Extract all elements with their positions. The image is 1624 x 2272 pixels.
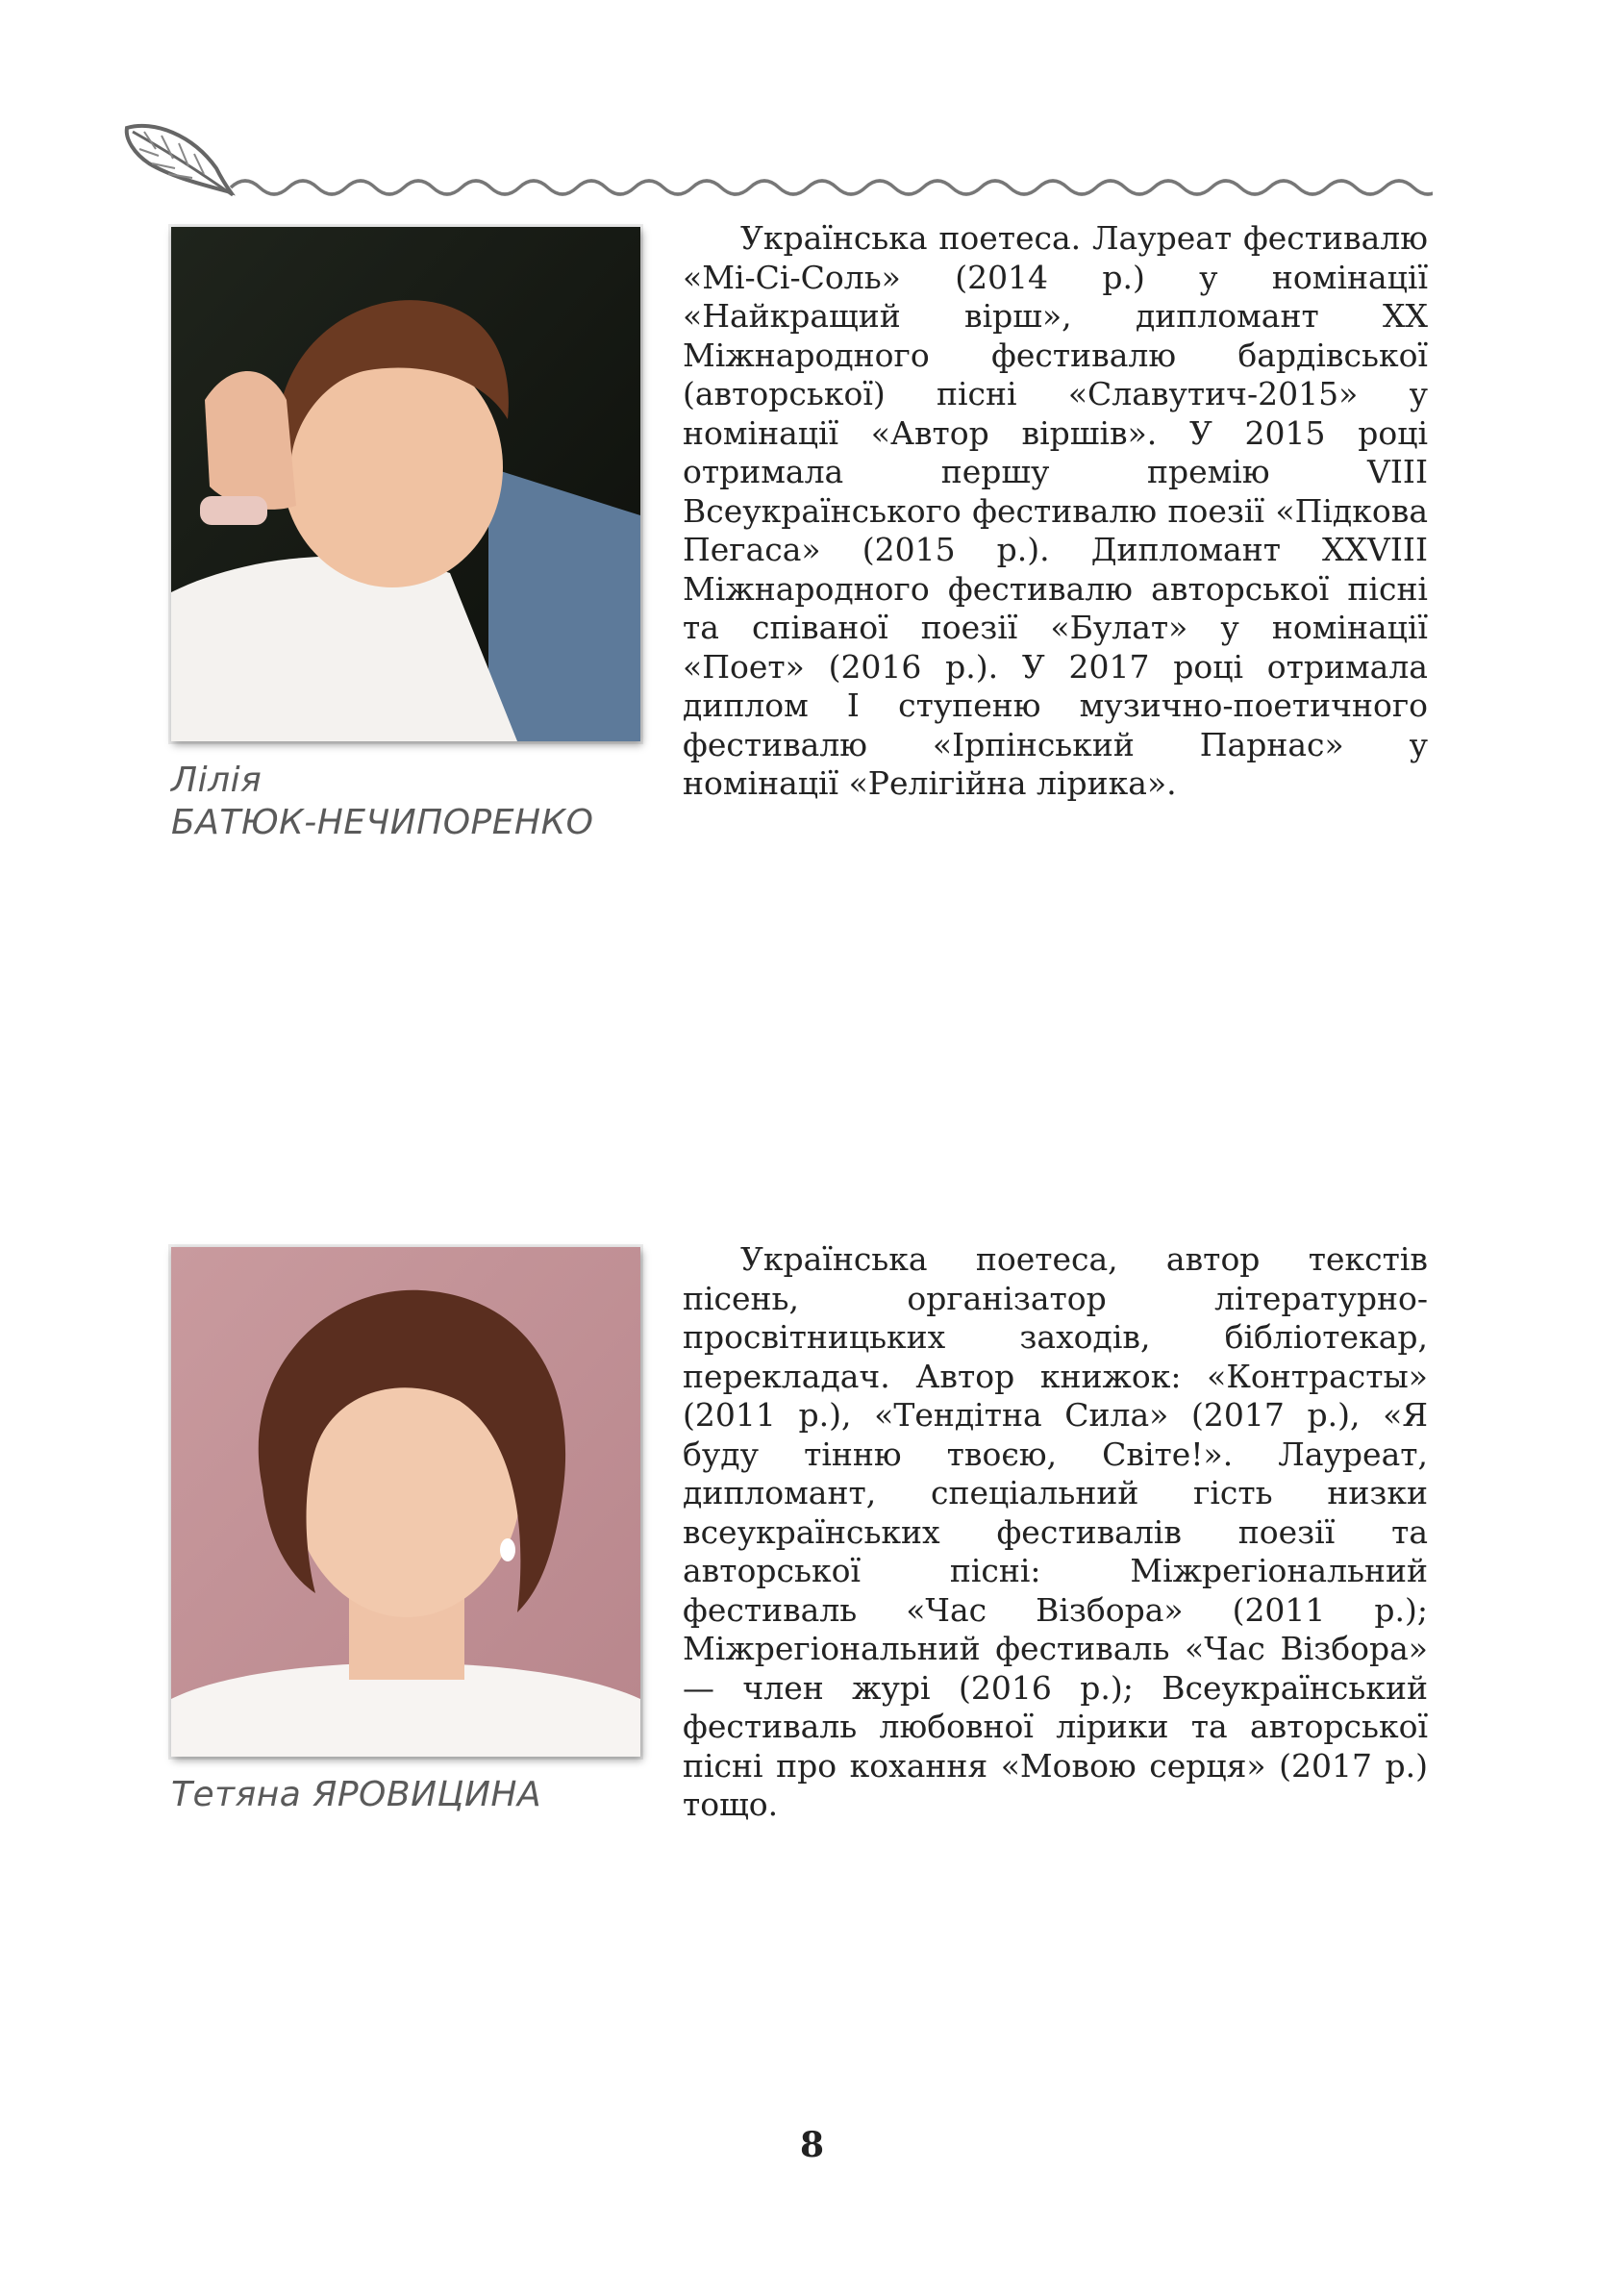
author-caption-1 <box>171 760 593 844</box>
author-last-name: ЯРОВИЦИНА <box>312 1775 542 1814</box>
portrait-photo-icon <box>171 1247 640 1757</box>
author-bio-1: Українська поетеса. Лауреат фестивалю «Мі-Сі-Соль» (2014 р.) у номінації «Найкращий вірш», дипломант XX Міжнародного фестивалю бардівської (авторської) пісні «Славутич-2015» у номінації «Автор віршів». У 2015 році отримала першу премію VIII Всеукраїнського фестивалю поезії «Підкова Пегаса» (2015 р.). Дипломант XXVIII Міжнародного фестивалю авторської пісні та співаної поезії «Булат» у номінації «Поет» (2016 р.). У 2017 році отримала диплом І ступеню музично-поетичного фестивалю «Ірпінський Парнас» у номінації «Релігійна лірика». <box>683 219 1428 802</box>
portrait-photo-2 <box>171 1247 640 1757</box>
author-first-name: Тетяна <box>171 1775 302 1814</box>
portrait-photo-icon <box>171 227 640 741</box>
author-caption-2 <box>171 1774 541 1816</box>
header-ornament <box>115 111 1433 207</box>
portrait-photo-1 <box>171 227 640 741</box>
page-number: 8 <box>799 2125 825 2165</box>
author-bio-2: Українська поетеса, автор текстів пісень, організатор літературно-просвітницьких заходів, бібліотекар, перекладач. Автор книжок: «Контрасты» (2011 р.), «Тендітна Сила» (2017 р.), «Я буду тінню твоєю, Світе!». Лауреат, дипломант, спеціальний гість низки всеукраїнських фестивалів поезії та авторської пісні: Міжрегіональний фестиваль «Час Візбора» (2011 р.); Міжрегіональний фестиваль «Час Візбора» — член журі (2016 р.); Всеукраїнський фестиваль любовної лірики та авторської пісні про кохання «Мовою серця» (2017 р.) тощо. <box>683 1240 1428 1823</box>
author-first-name: Лілія <box>171 761 262 800</box>
feather-icon <box>127 126 233 195</box>
author-last-name: БАТЮК-НЕЧИПОРЕНКО <box>171 803 594 842</box>
wavy-divider <box>231 181 1433 194</box>
